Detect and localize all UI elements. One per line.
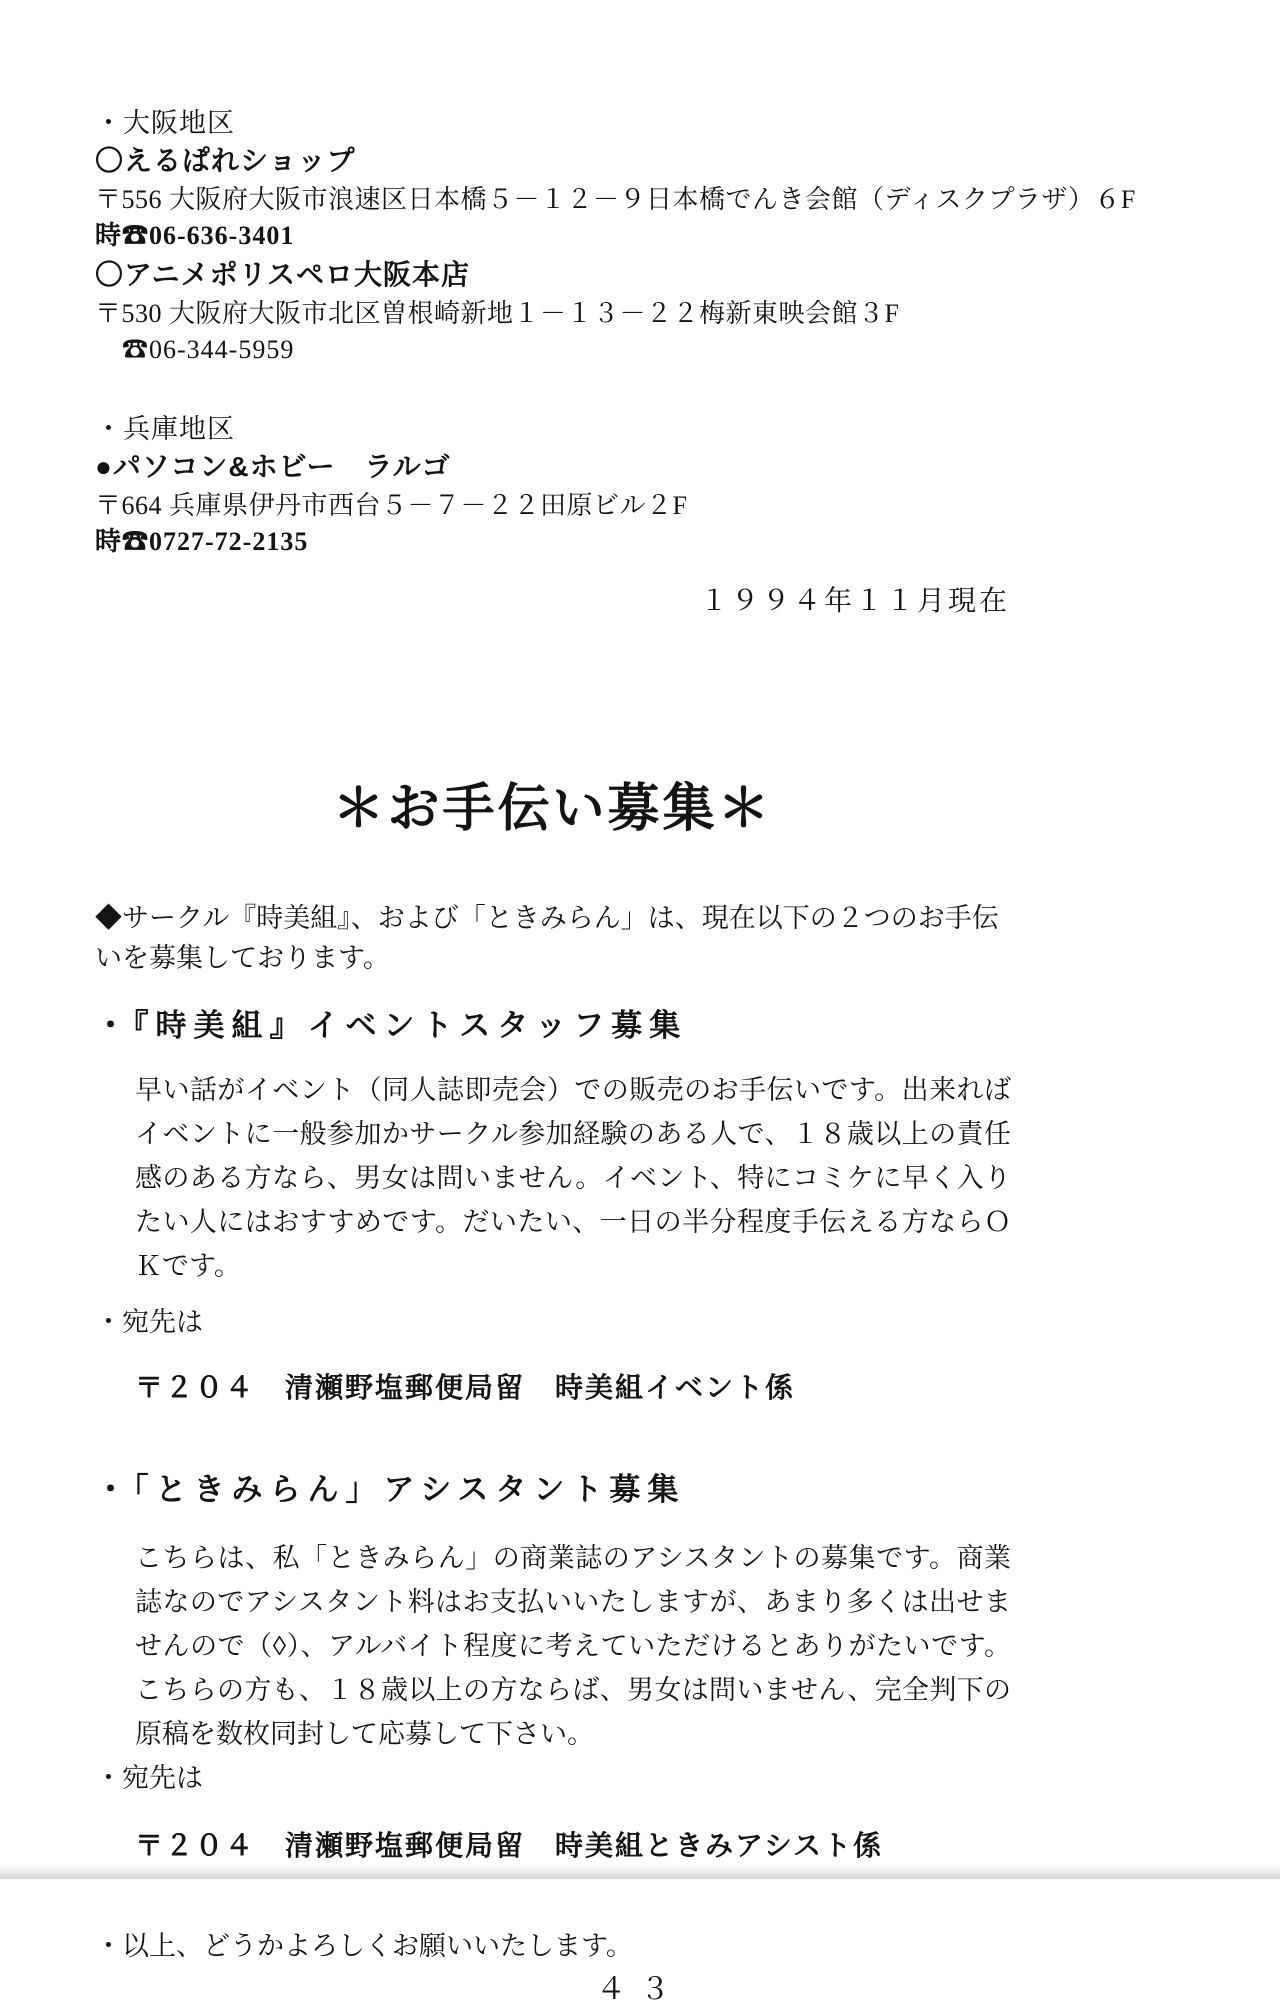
shop-address: 〒664 兵庫県伊丹市西台５－７－２２田原ビル２F bbox=[95, 491, 688, 520]
page-title: ＊お手伝い募集＊ bbox=[332, 781, 773, 838]
scan-bottom-edge bbox=[0, 1865, 1280, 1879]
shop-name: 〇アニメポリスペロ大阪本店 bbox=[95, 259, 471, 290]
page-number: ４３ bbox=[596, 1973, 684, 2006]
section-body: 早い話がイベント（同人誌即売会）での販売のお手伝いです。出来ればイベントに一般参加かサークル参加経験のある人で、１８歳以上の責任感のある方なら、男女は問いません。イベント、特にコミケに早く入りたい人にはおすすめです。だいたい、一日の半分程度手伝える方ならＯＫです。 bbox=[135, 1075, 1011, 1281]
shop-address: 〒530 大阪府大阪市北区曽根崎新地１－１３－２２梅新東映会館３F bbox=[95, 299, 900, 328]
recruitment-notice bbox=[95, 778, 1010, 1964]
shop-phone: ☎06-344-5959 bbox=[95, 335, 295, 364]
section-heading: ・「ときみらん」アシスタント募集 bbox=[95, 1472, 686, 1507]
shop-name: ●パソコン&ホビー ラルゴ bbox=[95, 451, 451, 482]
shop-entry bbox=[95, 256, 1010, 368]
date-note: １９９４年１１月現在 bbox=[699, 586, 1010, 617]
address-label: ・宛先は bbox=[95, 1307, 203, 1337]
shop-phone: 時☎0727-72-2135 bbox=[95, 527, 309, 556]
mailing-address: 〒２０４ 清瀬野塩郵便局留 時美組イベント係 bbox=[135, 1372, 796, 1403]
recruitment-section-assistant bbox=[95, 1468, 1010, 1866]
address-label: ・宛先は bbox=[95, 1763, 203, 1793]
section-body: こちらは、私「ときみらん」の商業誌のアシスタントの募集です。商業誌なのでアシスタント料はお支払いいたしますが、あまり多くは出せませんので（◊）、アルバイト程度に考えていただけるとありがたいです。こちらの方も、１８歳以上の方ならば、男女は問いません、完全判下の原稿を数枚同封して応募して下さい。 bbox=[135, 1543, 1011, 1749]
shop-phone: 時☎06-636-3401 bbox=[95, 221, 295, 250]
closing-text: ・以上、どうかよろしくお願いいたします。 bbox=[95, 1931, 633, 1961]
shop-entry bbox=[95, 448, 1010, 560]
recruitment-section-event-staff bbox=[95, 1004, 1010, 1408]
mailing-address: 〒２０４ 清瀬野塩郵便局留 時美組ときみアシスト係 bbox=[135, 1830, 884, 1861]
area-heading: ・大阪地区 bbox=[95, 108, 235, 138]
shop-directory bbox=[95, 106, 1136, 620]
intro-text: ◆サークル『時美組』、および「ときみらん」は、現在以下の２つのお手伝いを募集しております。 bbox=[95, 903, 999, 973]
shop-entry bbox=[95, 142, 1136, 254]
shop-name: 〇えるぱれショップ bbox=[95, 145, 356, 176]
area-block-hyogo bbox=[95, 412, 1010, 560]
area-block-osaka bbox=[95, 106, 1136, 368]
section-heading: ・『時美組』イベントスタッフ募集 bbox=[95, 1008, 688, 1043]
shop-address: 〒556 大阪府大阪市浪速区日本橋５－１２－９日本橋でんき会館（ディスクプラザ）６F bbox=[95, 185, 1136, 214]
area-heading: ・兵庫地区 bbox=[95, 414, 235, 444]
